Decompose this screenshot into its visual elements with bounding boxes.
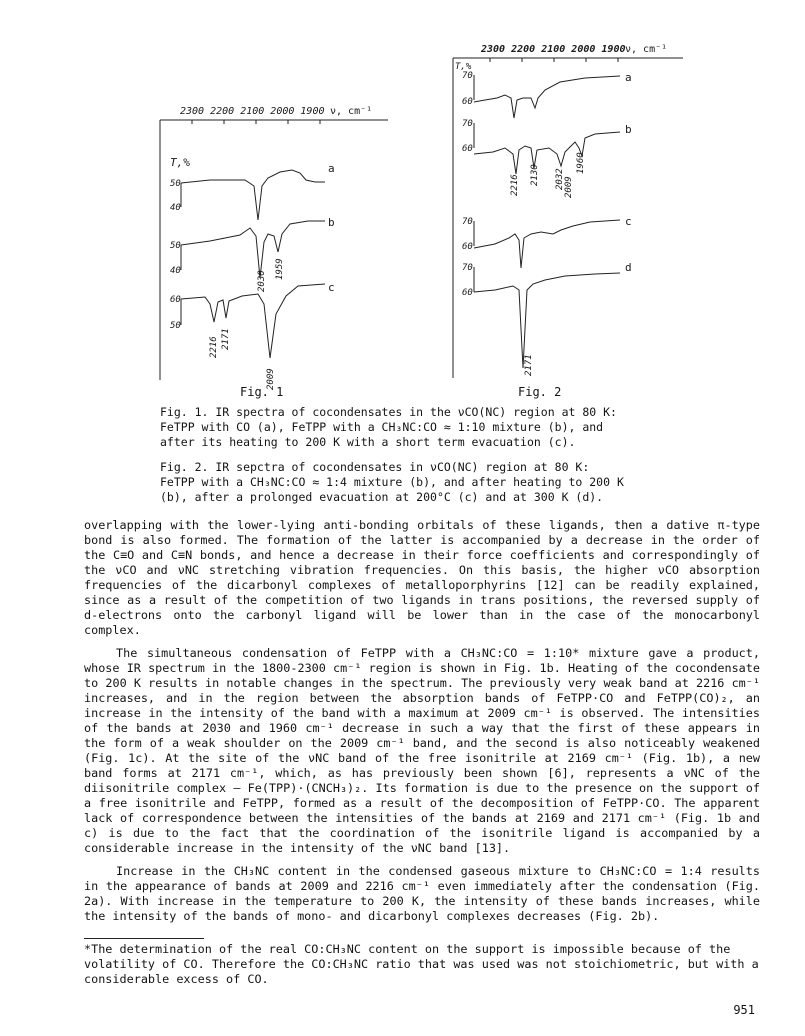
fig2-y-tick: 60: [462, 242, 473, 252]
fig2-y-tick: 60: [462, 97, 473, 107]
fig1-y-tick: 40: [170, 266, 181, 276]
fig1-peak-label: 2030: [257, 270, 267, 292]
fig2-axis-unit: ν, cm⁻¹: [625, 44, 668, 55]
paragraph: Increase in the CH₃NC content in the condensed gaseous mixture to CH₃NC:CO = 1:4 results in the appearance of bands at 2009 and 2216 cm⁻¹ even immediately after the condensation (Fig. 2a). With increase in the temperature to 200 K, the intensity of these bands increases, while the intensity of the bands of mono- and dicarbonyl complexes decreases (Fig. 2b).: [84, 864, 760, 923]
fig2-curve-label: b: [625, 123, 632, 136]
fig2-label: Fig. 2: [518, 385, 562, 399]
footnote: *The determination of the real CO:CH₃NC content on the support is impossible because of the volatility of CO. Therefore the CO:CH₃NC ratio that was used was not stoichiometric, but with a considerable excess of CO.: [84, 942, 759, 986]
fig1-y-tick: 40: [170, 203, 181, 213]
fig1-axis-ticks: 2300 2200 2100 2000 1900: [180, 106, 325, 117]
fig2-y-tick: 70: [462, 71, 473, 81]
fig2-curve-a: [474, 76, 620, 118]
fig1-peak-label: 1959: [275, 258, 285, 280]
fig1-curve-label: b: [328, 216, 335, 229]
fig2-peak-label: 2009: [564, 176, 574, 198]
fig2-peak-label: 2032: [555, 168, 565, 190]
fig1-label: Fig. 1: [240, 385, 284, 399]
fig1-curve-b: [181, 221, 325, 278]
fig2-peak-label: 2130: [530, 164, 540, 186]
fig1-caption: Fig. 1. IR spectra of cocondensates in the νCO(NC) region at 80 K: FeTPP with CO (a), FeTPP with a CH₃NC:CO ≈ 1:10 mixture (b), and after its heating to 200 K with a short term evacuation (c).: [160, 405, 617, 449]
figure-2: [445, 38, 690, 378]
fig2-y-tick: 70: [462, 217, 473, 227]
paragraph: The simultaneous condensation of FeTPP with a CH₃NC:CO = 1:10* mixture gave a product, whose IR spectrum in the 1800-2300 cm⁻¹ region is shown in Fig. 1b. Heating of the cocondensate to 200 K results in notable changes in the spectrum. The previously very weak band at 2216 cm⁻¹ increases, and in the region between the absorption bands of FeTPP·CO and FeTPP(CO)₂, an increase in the intensity of the band with a maximum at 2009 cm⁻¹ is observed. The intensities of the bands at 2030 and 1960 cm⁻¹ decrease in such a way that the first of these appears in the form of a weak shoulder on the 2009 cm⁻¹ band, and the second is also noticeably weakened (Fig. 1c). At the site of the νNC band of the free isonitrile at 2169 cm⁻¹ (Fig. 1b), a new band forms at 2171 cm⁻¹, which, as has previously been shown [6], represents a νNC of the diisonitrile complex — Fe(TPP)·(CNCH₃)₂. Its formation is due to the presence on the support of a free isonitrile and FeTPP, formed as a result of the decomposition of FeTPP·CO. The apparent lack of correspondence between the intensities of the bands at 2169 and 2171 cm⁻¹ (Fig. 1b and c) is due to the fact that the coordination of the isonitrile ligand is accompanied by a considerable increase in the intensity of the νNC band [13].: [84, 646, 760, 855]
fig2-curve-b: [474, 132, 620, 174]
fig1-curve-c: [181, 284, 325, 358]
fig2-y-tick: 60: [462, 144, 473, 154]
fig1-peak-label: 2216: [209, 336, 219, 358]
fig2-curve-label: c: [625, 215, 632, 228]
fig2-y-tick: 70: [462, 263, 473, 273]
fig1-peak-label: 2009: [266, 368, 276, 390]
fig1-y-tick: 50: [170, 241, 181, 251]
fig1-y-tick: 50: [170, 321, 181, 331]
fig1-y-tick: 60: [170, 295, 181, 305]
fig1-peak-label: 2171: [221, 328, 231, 350]
fig2-curve-c: [474, 220, 620, 268]
fig2-y-tick: 70: [462, 119, 473, 129]
fig2-curve-label: d: [625, 261, 632, 274]
fig2-axis-ticks: 2300 2200 2100 2000 1900: [481, 44, 626, 55]
page-number: 951: [733, 1003, 755, 1017]
fig2-y-label: T,%: [455, 62, 472, 72]
fig1-axis-unit: ν, cm⁻¹: [330, 106, 373, 117]
fig1-curve-label: a: [328, 162, 335, 175]
fig2-peak-label: 2171: [524, 354, 534, 376]
paragraph: overlapping with the lower-lying anti-bonding orbitals of these ligands, then a dative π-type bond is also formed. The formation of the latter is accompanied by a decrease in the order of the C≡O and C≡N bonds, and hence a decrease in their force coefficients and correspondingly of the νCO and νNC stretching vibration frequencies. On this basis, the higher νCO absorption frequencies of the dicarbonyl complexes of metalloporphyrins [12] can be readily explained, since as a result of the competition of two ligands in trans positions, the reversed supply of d-electrons onto the carbonyl ligand will be lower than in the case of the monocarbonyl complex.: [84, 518, 760, 637]
fig2-y-tick: 60: [462, 288, 473, 298]
fig2-curve-d: [474, 273, 620, 368]
fig2-peak-label: 2216: [510, 174, 520, 196]
fig2-caption: Fig. 2. IR sepctra of cocondensates in νCO(NC) region at 80 K: FeTPP with a CH₃NC:CO ≈ 1:4 mixture (b), and after heating to 200 K (b), after a prolonged evacuation at 200°C (c) and at 300 K (d).: [160, 460, 624, 504]
fig1-curve-label: c: [328, 281, 335, 294]
fig2-peak-label: 1960: [576, 152, 586, 174]
fig1-y-tick: 50: [170, 179, 181, 189]
body-text: [84, 518, 760, 924]
fig2-curve-label: a: [625, 71, 632, 84]
fig1-curve-a: [181, 170, 325, 220]
figure-1: [150, 100, 395, 400]
footnote-rule: [84, 938, 204, 939]
fig1-y-label: T,%: [170, 156, 190, 169]
